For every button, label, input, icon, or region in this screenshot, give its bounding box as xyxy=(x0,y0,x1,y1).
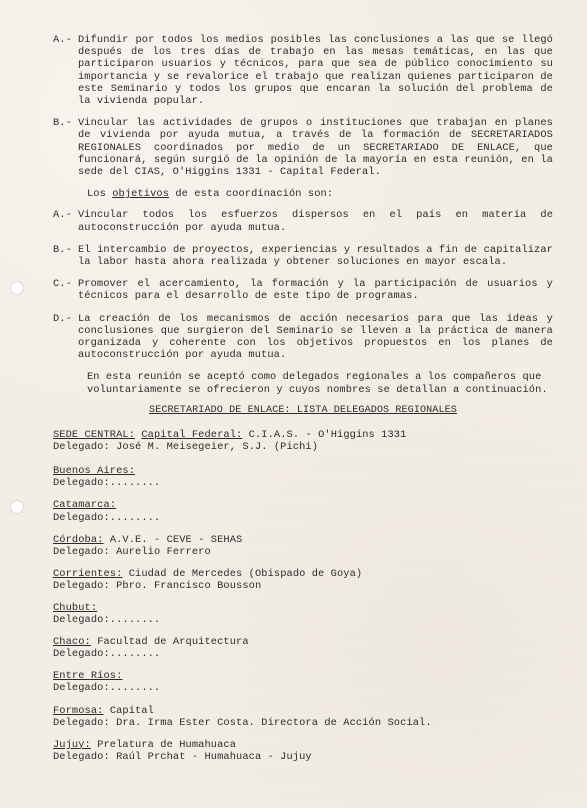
item-text: Difundir por todos los medios posibles las conclusiones a las que se llegó después de los tres días de trabajo en las mesas temáticas, en las que participaron usuarios y técnicos, para que sea de público conocimiento su importancia y se revalorice el trabajo que realizan quienes participaron de este Seminario y todos los grupos que encaran la solución del problema de la vivienda popular. xyxy=(78,34,553,108)
objectives-intro-suffix: de esta coordinación son: xyxy=(175,188,334,201)
objective-text: Promover el acercamiento, la formación y la participación de usuarios y técnicos para el desarrollo de este tipo de programas. xyxy=(78,278,553,303)
entry-delegate: Delegado: Aurelio Ferrero xyxy=(53,545,211,558)
entry-buenos-aires xyxy=(53,465,553,489)
objectives-intro-underlined: objetivos xyxy=(112,188,170,201)
entry-jujuy xyxy=(53,739,553,763)
entry-title: Chaco: xyxy=(53,636,91,649)
item-b xyxy=(53,117,553,178)
entry-line-1 xyxy=(53,465,553,477)
entry-line-1 xyxy=(53,499,553,511)
entry-sede-central xyxy=(53,429,553,453)
objective-marker: A.- xyxy=(53,209,72,222)
entry-line-1 xyxy=(53,739,553,751)
entry-title: Entre Ríos: xyxy=(53,670,123,683)
entry-title: Formosa: xyxy=(53,704,104,717)
objective-text: El intercambio de proyectos, experiencias y resultados a fin de capitalizar la labor hasta ahora realizada y obtener soluciones en mayor escala. xyxy=(78,243,553,269)
item-marker: A.- xyxy=(53,34,72,46)
entry-delegate: Delegado:........ xyxy=(53,511,161,524)
section-heading xyxy=(53,405,553,417)
entry-detail: A.V.E. - CEVE - SEHAS xyxy=(109,533,243,546)
entry-line-1 xyxy=(53,602,553,614)
section-title: SECRETARIADO DE ENLACE: LISTA DELEGADOS REGIONALES xyxy=(149,404,457,416)
objective-text: La creación de los mecanismos de acción necesarios para que las ideas y conclusiones que surgieron del Seminario se lleven a la práctica de manera organizada y coherente con los objetivos propuestos en los planes de autoconstrucción por ayuda mutua. xyxy=(78,312,553,362)
objectives-intro xyxy=(53,188,553,200)
objective-text: Vincular todos los esfuerzos dispersos en el país en materia de autoconstrucción por ayuda mutua. xyxy=(78,209,553,234)
closing-paragraph: En esta reunión se aceptó como delegados regionales a los compañeros que voluntariamente se ofrecieron y cuyos nombres se detallan a continuación. xyxy=(87,371,548,396)
entry-line-1 xyxy=(53,636,553,648)
entry-line-1 xyxy=(53,429,553,441)
objective-marker: B.- xyxy=(53,243,72,256)
objectives-intro-prefix: Los xyxy=(87,188,106,201)
entry-delegate: Delegado:........ xyxy=(53,477,161,490)
entry-corrientes xyxy=(53,568,553,592)
entry-cordoba xyxy=(53,534,553,558)
entry-title: Chubut: xyxy=(53,602,98,615)
entry-line-1 xyxy=(53,705,553,717)
entry-delegate: Delegado: Dra. Irma Ester Costa. Directora de Acción Social. xyxy=(53,716,432,729)
objective-marker: C.- xyxy=(53,278,72,291)
entry-delegate: Delegado:........ xyxy=(53,648,161,661)
entry-title: Jujuy: xyxy=(53,738,91,751)
entry-chubut xyxy=(53,602,553,626)
entry-delegate: Delegado:........ xyxy=(53,614,161,627)
entry-delegate: Delegado: Pbro. Francisco Bousson xyxy=(53,579,262,592)
entry-title: SEDE CENTRAL: xyxy=(53,429,136,442)
entry-formosa xyxy=(53,705,553,729)
entry-entre-rios xyxy=(53,670,553,694)
document-content xyxy=(53,34,553,773)
entry-line-1 xyxy=(53,534,553,546)
objective-a xyxy=(53,209,553,233)
entry-detail: Capital xyxy=(109,704,154,717)
entry-title: Córdoba: xyxy=(53,533,104,546)
item-marker: B.- xyxy=(53,117,72,130)
entry-catamarca xyxy=(53,499,553,523)
entry-delegate: Delegado: José M. Meisegeier, S.J. (Pichi) xyxy=(53,441,319,454)
objective-marker: D.- xyxy=(53,312,72,325)
entry-line-1 xyxy=(53,670,553,682)
objective-c xyxy=(53,278,553,302)
entry-detail: Ciudad de Mercedes (Obispado de Goya) xyxy=(128,567,363,580)
entry-detail: C.I.A.S. - O'Higgins 1331 xyxy=(248,429,407,442)
punch-hole-bottom xyxy=(10,500,24,514)
entry-delegate: Delegado:........ xyxy=(53,682,161,695)
item-a xyxy=(53,34,553,107)
entry-chaco xyxy=(53,636,553,660)
entry-delegate: Delegado: Raúl Prchat - Humahuaca - Jujuy xyxy=(53,750,312,763)
item-text: Vincular las actividades de grupos o instituciones que trabajan en planes de vivienda por ayuda mutua, a través de la formación de SECRETARIADOS REGIONALES coordinados por medio de un SECRETARIADO DE ENLACE, que funcionará, según surgió de la opinión de la mayoría en esta reunión, en la sede del CIAS, O'Higgins 1331 - Capital Federal. xyxy=(78,117,553,179)
entry-detail: Prelatura de Humahuaca xyxy=(97,738,237,751)
entry-subtitle: Capital Federal: xyxy=(141,429,243,442)
objective-b xyxy=(53,244,553,268)
entry-title: Corrientes: xyxy=(53,567,123,580)
entry-title: Catamarca: xyxy=(53,499,117,512)
entry-title: Buenos Aires: xyxy=(53,465,136,478)
entry-detail: Facultad de Arquitectura xyxy=(97,636,249,649)
objective-d xyxy=(53,313,553,362)
punch-hole-top xyxy=(10,281,24,295)
entry-line-1 xyxy=(53,568,553,580)
